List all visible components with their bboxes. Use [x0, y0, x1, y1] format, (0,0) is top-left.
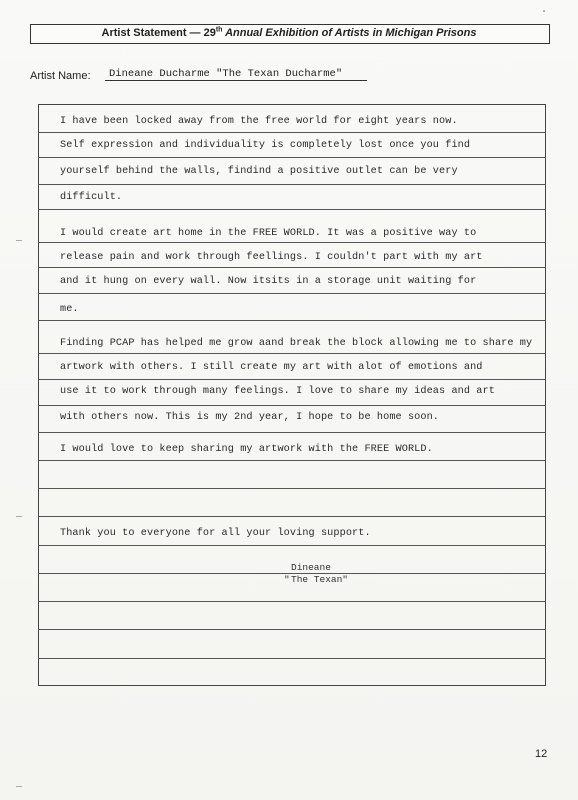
ruled-line: [38, 460, 546, 461]
signature-line-2: The Texan": [291, 574, 349, 585]
statement-line: use it to work through many feelings. I love to share my ideas and art: [60, 386, 495, 397]
ruled-line: [38, 267, 546, 268]
signature-line-1: Dineane: [291, 562, 331, 573]
margin-mark: [16, 240, 22, 241]
ruled-line: [38, 157, 546, 158]
artist-name-label: Artist Name:: [30, 70, 91, 82]
ruled-line: [38, 488, 546, 489]
ruled-line: [38, 658, 546, 659]
document-title: Artist Statement — 29th Annual Exhibition of Artists in Michigan Prisons: [101, 26, 477, 39]
statement-line: difficult.: [60, 192, 123, 203]
ruled-line: [38, 320, 546, 321]
statement-line: artwork with others. I still create my art with alot of emotions and: [60, 362, 483, 373]
statement-line: I have been locked away from the free world for eight years now.: [60, 116, 458, 127]
ruled-line: [38, 629, 546, 630]
signature-open-quote: ": [284, 574, 290, 585]
margin-mark: [16, 786, 22, 787]
page-number: 12: [535, 748, 548, 760]
ruled-line: [38, 601, 546, 602]
statement-line: Self expression and individuality is completely lost once you find: [60, 140, 471, 151]
statement-line: I would love to keep sharing my artwork with the FREE WORLD.: [60, 444, 433, 455]
ruled-line: [38, 184, 546, 185]
ruled-line: [38, 405, 546, 406]
statement-line: with others now. This is my 2nd year, I hope to be home soon.: [60, 412, 440, 423]
statement-line: I would create art home in the FREE WORLD. It was a positive way to: [60, 228, 477, 239]
ruled-line: [38, 432, 546, 433]
statement-line: Thank you to everyone for all your loving support.: [60, 528, 371, 539]
scan-speck: [543, 10, 545, 12]
artist-name-value: Dineane Ducharme "The Texan Ducharme": [105, 68, 367, 81]
ruled-line: [38, 293, 546, 294]
statement-line: and it hung on every wall. Now itsits in a storage unit waiting for: [60, 276, 477, 287]
margin-mark: [16, 516, 22, 517]
ruled-line: [38, 516, 546, 517]
statement-line: me.: [60, 304, 79, 315]
statement-line: release pain and work through feellings. I couldn't part with my art: [60, 252, 483, 263]
ruled-line: [38, 353, 546, 354]
ruled-line: [38, 379, 546, 380]
statement-line: yourself behind the walls, findind a positive outlet can be very: [60, 166, 458, 177]
ruled-line: [38, 545, 546, 546]
ruled-line: [38, 242, 546, 243]
ruled-line: [38, 209, 546, 210]
statement-line: Finding PCAP has helped me grow aand break the block allowing me to share my: [60, 338, 533, 349]
ruled-line: [38, 132, 546, 133]
